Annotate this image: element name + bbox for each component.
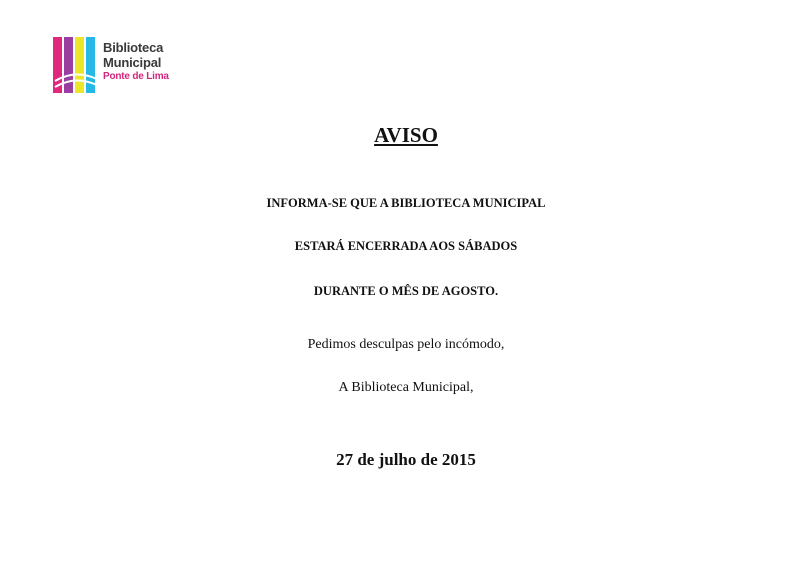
notice-line-3: DURANTE O MÊS DE AGOSTO. — [313, 284, 499, 298]
library-logo-mark — [53, 35, 103, 95]
notice-date: 27 de julho de 2015 — [336, 450, 476, 469]
logo-line-biblioteca: Biblioteca — [103, 40, 164, 55]
notice-title: AVISO — [374, 123, 438, 147]
signature-text: A Biblioteca Municipal, — [338, 380, 474, 395]
notice-line-2: ESTARÁ ENCERRADA AOS SÁBADOS — [294, 239, 518, 253]
notice-line-1: INFORMA-SE QUE A BIBLIOTECA MUNICIPAL — [266, 196, 546, 210]
logo-line-municipal: Municipal — [103, 55, 162, 70]
apology-text: Pedimos desculpas pelo incómodo, — [307, 337, 505, 352]
library-logo-wordmark — [103, 41, 169, 82]
logo-line-ponte-de-lima: Ponte de Lima — [103, 71, 169, 82]
library-logo — [53, 35, 173, 95]
